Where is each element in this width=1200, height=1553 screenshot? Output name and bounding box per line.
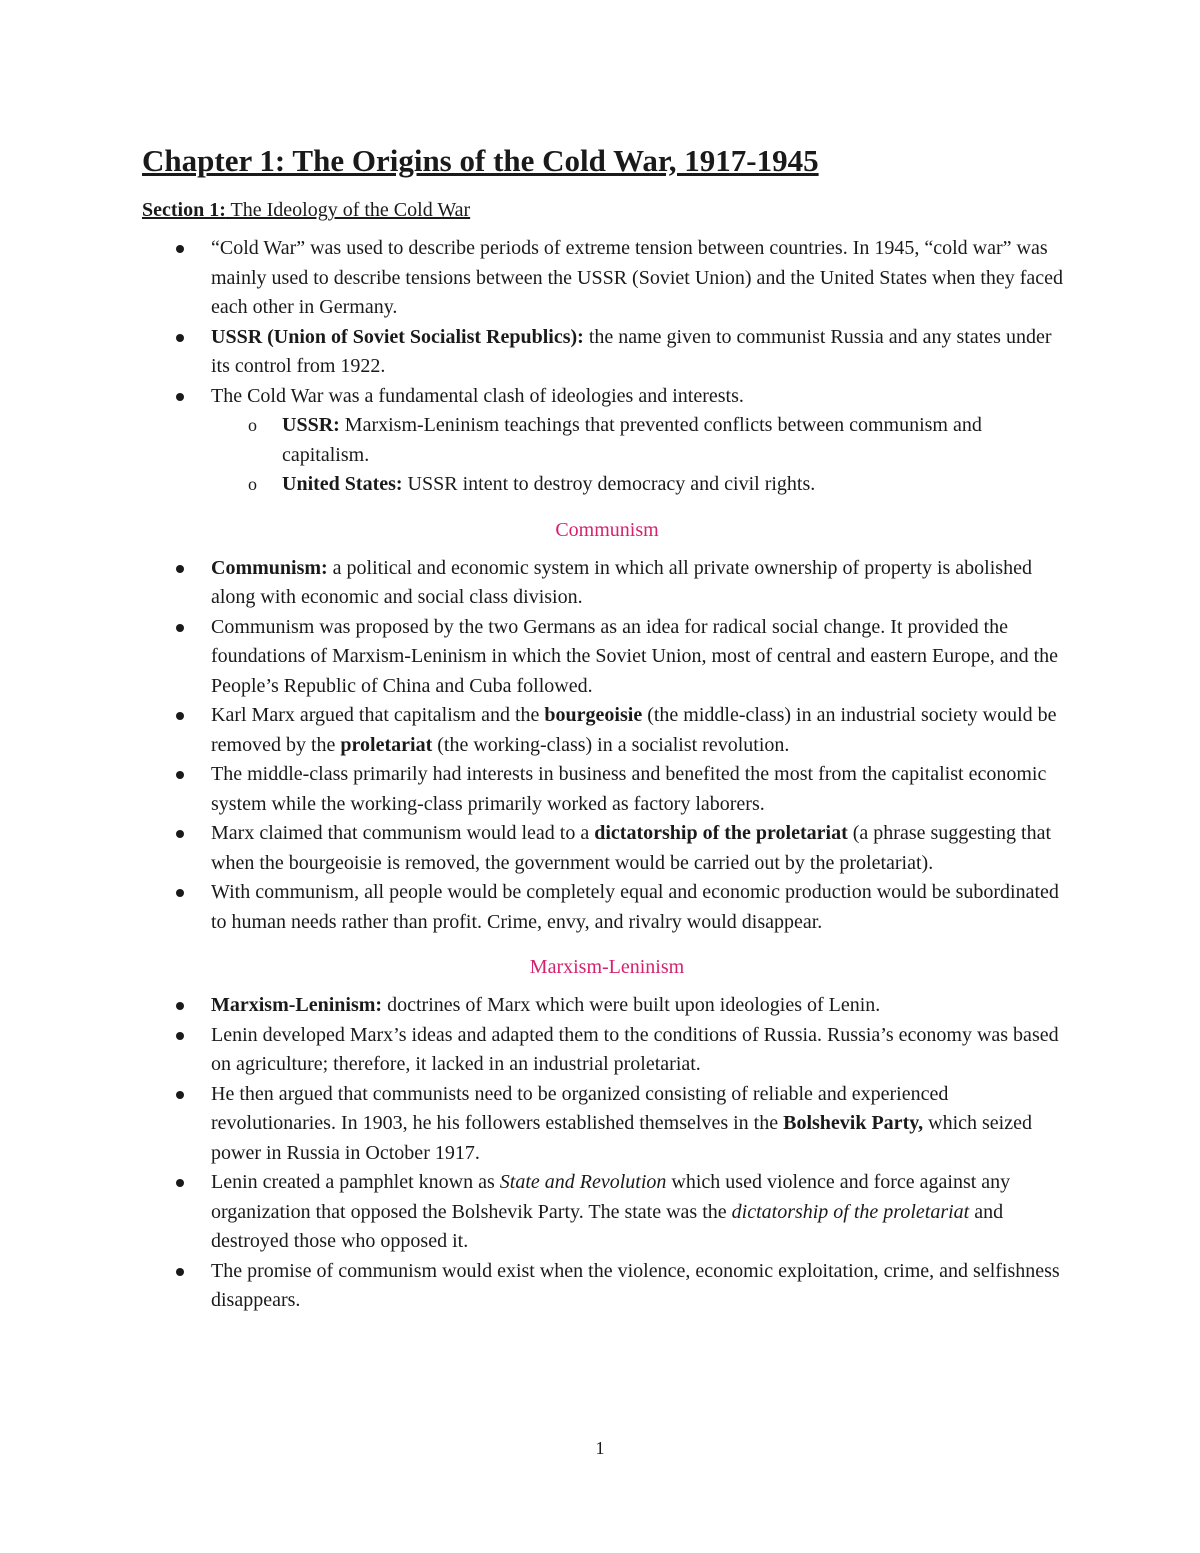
- bullet-term: United States:: [282, 473, 403, 495]
- bullet-term: USSR:: [282, 414, 340, 436]
- intro-bullet-list: [142, 234, 1072, 411]
- section-heading: [142, 196, 1072, 224]
- bullet-text: (a phrase suggesting that when the bourgeoisie is removed, the government would be carried out by the proletariat).: [211, 822, 1052, 874]
- list-item: [142, 760, 1072, 819]
- section-title: The Ideology of the Cold War: [225, 199, 471, 221]
- bullet-text: With communism, all people would be completely equal and economic production would be subordinated to human needs rather than profit. Crime, envy, and rivalry would disappear.: [211, 881, 1059, 933]
- bullet-text: The promise of communism would exist when the violence, economic exploitation, crime, and selfishness disappears.: [211, 1259, 1060, 1311]
- list-item: [142, 1021, 1072, 1080]
- sub-list-item: [211, 411, 1072, 470]
- bullet-text: Communism was proposed by the two Germans as an idea for radical social change. It provided the foundations of Marxism-Leninism in which the Soviet Union, most of central and eastern Europe, and the People’s Republic of China and Cuba followed.: [211, 615, 1059, 697]
- bullet-text: which used violence and force against any organization that opposed the Bolshevik Party. The state was the: [211, 1171, 1011, 1223]
- document-page: [142, 140, 1072, 1316]
- bullet-text: Lenin created a pamphlet known as: [211, 1171, 500, 1193]
- list-item: [142, 991, 1072, 1021]
- section-label: Section 1:: [142, 199, 226, 221]
- bullet-term: proletariat: [340, 733, 433, 756]
- marxism-leninism-heading: Marxism-Leninism: [529, 956, 685, 978]
- bullet-text: (the working-class) in a socialist revolution.: [432, 733, 790, 756]
- bullet-term: USSR (Union of Soviet Socialist Republics):: [211, 325, 584, 348]
- bullet-text: (the middle-class) in an industrial society would be removed by the: [211, 704, 1057, 756]
- bullet-text: The Cold War was a fundamental clash of ideologies and interests.: [211, 384, 744, 407]
- bullet-text: Lenin developed Marx’s ideas and adapted them to the conditions of Russia. Russia’s economy was based on agriculture; therefore, it lacked in an industrial proletariat.: [211, 1023, 1059, 1075]
- list-item: [142, 701, 1072, 760]
- bullet-text: The middle-class primarily had interests in business and benefited the most from the capitalist economic system while the working-class primarily worked as factory laborers.: [211, 763, 1047, 815]
- bullet-italic: State and Revolution: [499, 1171, 667, 1193]
- list-item: [142, 613, 1072, 702]
- bullet-text: doctrines of Marx which were built upon ideologies of Lenin.: [382, 994, 881, 1016]
- list-item: [142, 819, 1072, 878]
- bullet-text: Marxism-Leninism teachings that prevented conflicts between communism and capitalism.: [282, 414, 982, 466]
- bullet-text: USSR intent to destroy democracy and civil rights.: [402, 473, 816, 495]
- bullet-term: Bolshevik Party,: [783, 1112, 924, 1134]
- list-item: [142, 1168, 1072, 1257]
- bullet-text: which seized power in Russia in October 1917.: [211, 1112, 1032, 1164]
- bullet-term: Marxism-Leninism:: [211, 994, 383, 1016]
- list-item: [142, 1080, 1072, 1169]
- sub-list-item: [211, 470, 1072, 500]
- list-item: [142, 382, 1072, 412]
- chapter-title: Chapter 1: The Origins of the Cold War, 1917-1945: [142, 143, 819, 178]
- bullet-italic: dictatorship of the proletariat: [731, 1200, 970, 1223]
- bullet-text: a political and economic system in which all private ownership of property is abolished along with economic and social class division.: [211, 556, 1032, 608]
- list-item: [142, 234, 1072, 323]
- bullet-text: He then argued that communists need to be organized consisting of reliable and experienced revolutionaries. In 1903, he his followers established themselves in the: [211, 1082, 949, 1134]
- marxism-leninism-bullet-list: [142, 991, 1072, 1316]
- communism-heading: Communism: [555, 518, 659, 541]
- intro-sub-bullet-list: [142, 411, 1072, 500]
- page-number: 1: [595, 1438, 605, 1458]
- list-item: [142, 554, 1072, 613]
- communism-bullet-list: [142, 554, 1072, 938]
- bullet-term: dictatorship of the proletariat: [594, 822, 848, 844]
- bullet-text: “Cold War” was used to describe periods of extreme tension between countries. In 1945, “cold war” was mainly used to describe tensions between the USSR (Soviet Union) and the United States when they faced each other in Germany.: [211, 237, 1064, 318]
- bullet-text: the name given to communist Russia and any states under its control from 1922.: [211, 325, 1052, 377]
- list-item: [142, 1257, 1072, 1316]
- bullet-term: Communism:: [211, 556, 328, 579]
- bullet-text: Marx claimed that communism would lead to a: [211, 822, 595, 844]
- list-item: [142, 878, 1072, 937]
- bullet-text: and destroyed those who opposed it.: [211, 1200, 1004, 1252]
- bullet-text: Karl Marx argued that capitalism and the: [211, 704, 545, 726]
- bullet-term: bourgeoisie: [544, 704, 643, 726]
- list-item: [142, 323, 1072, 382]
